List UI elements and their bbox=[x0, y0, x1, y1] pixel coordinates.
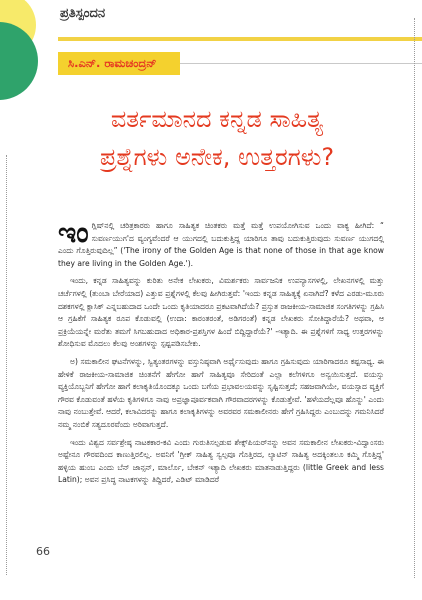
dotted-margin-line-left bbox=[6, 155, 8, 575]
page-number: 66 bbox=[36, 545, 50, 558]
section-label: ಪ್ರತಿಸ್ಪಂದನ bbox=[60, 6, 106, 21]
author-rule bbox=[180, 63, 422, 64]
dotted-margin-line-right bbox=[414, 18, 416, 578]
article-title-line-1: ವರ್ತಮಾನದ ಕನ್ನಡ ಸಾಹಿತ್ಯ bbox=[110, 105, 324, 133]
paragraph-text: ಗ್ಲಿಷ್‌ನಲ್ಲಿ ಚರಿತ್ರಕಾರರು ಹಾಗೂ ಸಾಹಿತ್ಯಕ ಚಿಂತಕರು ಮತ್ತೆ ಮತ್ತೆ ಉಪಯೋಗಿಸುವ ಒಂದು ವಾಕ್ಯ ಹೀಗಿದೆ: “ ಸುವರ್ಣಯುಗ'ದ ವ್ಯಂಗ್ಯವೆಂದರೆ ಆ ಯುಗದಲ್ಲಿ ಬದುಕುತ್ತಿದ್ದ ಯಾರಿಗೂ ತಾವು ಬದುಕುತ್ತಿರುವುದು ಸುವರ್ಣ ಯುಗದಲ್ಲಿ ಎಂದು ಗೊತ್ತಿರುವುದಿಲ್ಲ” ('The irony of the Golden Age is that none of those in that age know they are living in the Golden Age.'). bbox=[58, 221, 384, 268]
article-paragraph-4: ಇಂದು ವಿಶ್ವದ ಸರ್ವಶ್ರೇಷ್ಠ ನಾಟಕಕಾರ-ಕವಿ ಎಂದು ಗುರುತಿಸಲ್ಪಡುವ ಶೇಕ್ಸ್‌ಪಿಯರ್‌ನನ್ನು ಅವನ ಸಮಕಾಲೀನ ಲೇಖಕರು-ವಿದ್ವಾಂಸರು ಅಷ್ಟೇನೂ ಗೌರವದಿಂದ ಕಾಣುತ್ತಿರಲಿಲ್ಲ. ಅವನಿಗೆ 'ಗ್ರೀಕ್ ಸಾಹಿತ್ಯ ಸ್ವಲ್ಪವೂ ಗೊತ್ತಿರದ, ಲ್ಯಾಟಿನ್ ಸಾಹಿತ್ಯ ಅದಕ್ಕಿಂತಲೂ ಕಮ್ಮಿ ಗೊತ್ತಿದ್ದ' ಹಳ್ಳಿಯ ಹುಂಬ ಎಂದು ಬೆನ್ ಜಾನ್ಸನ್, ಮಾರ್ಲೊ, ಬೇಕನ್ ಇತ್ಯಾದಿ ಲೇಖಕರು ಮಾತನಾಡುತ್ತಿದ್ದರು (little Greek and less Latin); ಅವನ ಪ್ರಸಿದ್ಧ ನಾಟಕಗಳನ್ನು ತಿದ್ದಿದರೆ, ಎಡಿಟ್ ಮಾಡಿದರೆ bbox=[58, 437, 384, 485]
author-name: ಸಿ.ಎನ್. ರಾಮಚಂದ್ರನ್ bbox=[58, 52, 180, 75]
article-paragraph-1 bbox=[58, 216, 384, 270]
header-rule bbox=[58, 37, 422, 41]
article-body bbox=[58, 216, 384, 492]
article-paragraph-3: ಅ) ಸಮಕಾಲೀನ ಘಟನೆಗಳನ್ನು, ಸ್ವಿತ್ಯಂತರಗಳನ್ನು ವಸ್ತುನಿಷ್ಠವಾಗಿ ಅರ್ಥೈಸುವುದು ಹಾಗೂ ಗ್ರಹಿಸುವುದು ಯಾರಿಗಾದರೂ ಕಷ್ಟಸಾಧ್ಯ. ಈ ಹೇಳಿಕೆ ರಾಜಕೀಯ-ಸಾಮಾಜಿಕ ಚಿಂತನೆಗೆ ಹೇಗೋ ಹಾಗೆ ಸಾಹಿತ್ಯವೂ ಸೇರಿದಂತೆ ಎಲ್ಲಾ ಕಲೆಗಳಿಗೂ ಅನ್ವಯಿಸುತ್ತದೆ. ವಯಸ್ಸು ವ್ಯಕ್ತಿಯೊಬ್ಬನಿಗೆ ಹೇಗೋ ಹಾಗೆ ಕಲಾಕೃತಿಯೊಂದಕ್ಕೂ ಒಂದು ಬಗೆಯ ಪ್ರಭಾವಲಯವನ್ನು ಸೃಷ್ಟಿಸುತ್ತದೆ; ಸಹಜವಾಗಿಯೇ, ವಯಸ್ಸಾದ ವ್ಯಕ್ತಿಗೆ ಗೌರವ ಕೊಡುವಂತೆ ಹಳೆಯ ಕೃತಿಗಳಿಗೂ ನಾವು ಅಪ್ರಜ್ಞಾಪೂರ್ವಕವಾಗಿ ಗೌರವಾದರಗಳನ್ನು ಕೊಡುತ್ತೇವೆ. 'ಹಳೆಯದೆಲ್ಲವೂ ಹೊನ್ನು' ಎಂದು ನಾವು ನಂಬುತ್ತೇವೆ. ಆದರೆ, ಕಲಾವಿದರನ್ನು ಹಾಗೂ ಕಲಾಕೃತಿಗಳನ್ನು ಅವರವರ ಸಮಕಾಲೀನರು ಹೇಗೆ ಗ್ರಹಿಸಿದ್ದರು ಎಂಬುದನ್ನು ಗಮನಿಸಿದರೆ ನಮ್ಮ ನಂಬಿಕೆ ಸತ್ಯದೂರವೆಂದು ಅರಿವಾಗುತ್ತದೆ. bbox=[58, 356, 384, 429]
article-title-line-2: ಪ್ರಶ್ನೆಗಳು ಅನೇಕ, ಉತ್ತರಗಳು? bbox=[99, 143, 335, 171]
article-paragraph-2: ಇಂದು, ಕನ್ನಡ ಸಾಹಿತ್ಯವನ್ನು ಕುರಿತು ಅನೇಕ ಲೇಖಕರು, ವಿಮರ್ಶಕರು ಸಾರ್ವಜನಿಕ ಉಪನ್ಯಾಸಗಳಲ್ಲಿ, ಲೇಖನಗಳಲ್ಲಿ ಮತ್ತು ಚರ್ಚೆಗಳಲ್ಲಿ (ತುಂಬಾ ಬೇರೆಯಾದ) ಎತ್ತುವ ಪ್ರಶ್ನೆಗಳಲ್ಲಿ ಕೆಲವು ಹೀಗಿರುತ್ತವೆ: 'ಇಂದು ಕನ್ನಡ ಸಾಹಿತ್ಯಕ್ಕೆ ಏನಾಗಿದೆ? ಕಳೆದ ಎರಡು-ಮೂರು ದಶಕಗಳಲ್ಲಿ ಕ್ಲಾಸಿಕ್ ಎನ್ನಬಹುದಾದ ಒಂದೇ ಒಂದು ಕೃತಿಯಾದರೂ ಪ್ರಕಟವಾಗಿದೆಯೆ? ಪ್ರಸ್ತುತ ರಾಜಕೀಯ-ಸಾಮಾಜಿಕ ಸಂಗತಿಗಳನ್ನು ಗ್ರಹಿಸಿ ಆ ಗ್ರಹಿಕೆಗೆ ಸಾಹಿತ್ಯಕ ರೂಪ ಕೊಡುವಲ್ಲಿ (ಉದಾ: ಕಾರಂತರಂತೆ, ಅಡಿಗರಂತೆ) ಕನ್ನಡ ಲೇಖಕರು ಸೋತಿದ್ದಾರೆಯೆ? ಅಥವಾ, ಆ ಪ್ರಕ್ರಿಯೆಯನ್ನೇ ಮರೆತು ತಮಗೆ ಸಿಗಬಹುದಾದ ಅಧಿಕಾರ-ಪ್ರಶಸ್ತಿಗಳ ಹಿಂದೆ ಬಿದ್ದಿದ್ದಾರೆಯೆ?' -ಇತ್ಯಾದಿ. ಈ ಪ್ರಶ್ನೆಗಳಿಗೆ ಸಾಧ್ಯ ಉತ್ತರಗಳನ್ನು ಶೋಧಿಸುವ ಮೊದಲು ಕೆಲವು ಅಂಶಗಳನ್ನು ಸ್ಪಷ್ಟಪಡಿಸಬೇಕು. bbox=[58, 276, 384, 349]
drop-cap: ಇಂ bbox=[58, 216, 89, 249]
